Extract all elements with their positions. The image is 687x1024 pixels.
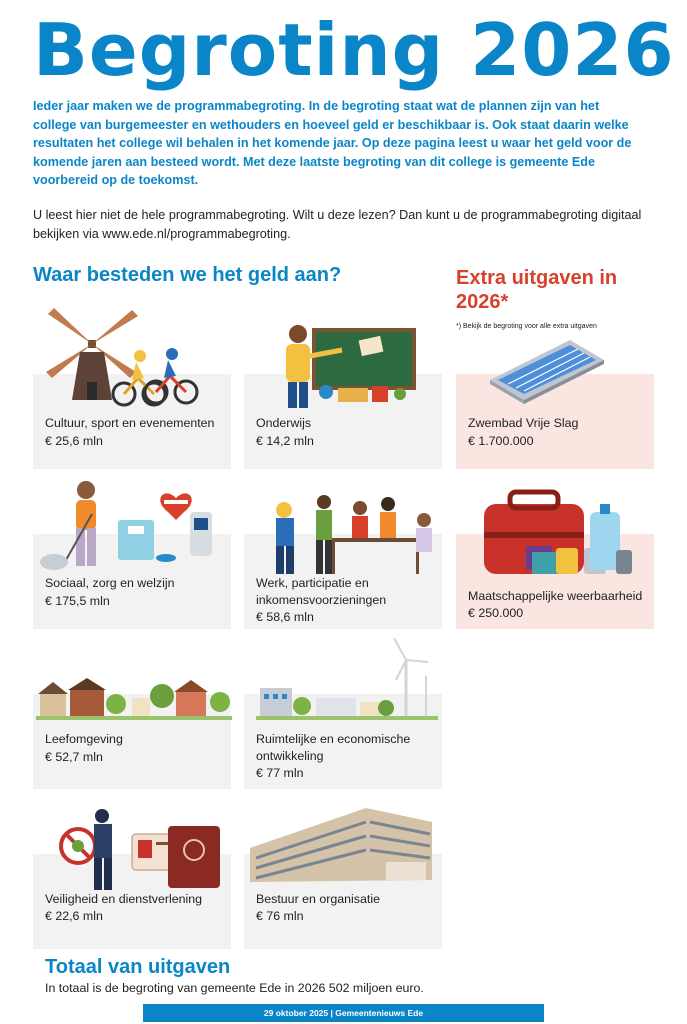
extra-heading: Extra uitgaven in 2026* [456,267,618,313]
card-amount: € 25,6 mln [45,434,103,448]
card-amount: € 76 mln [256,909,304,923]
extra-note: *) Bekijk de begroting voor alle extra uitgaven [456,323,597,330]
card-label: Bestuur en organisatie [256,892,380,906]
card-label: Maatschappelijke weerbaarheid [468,589,643,603]
card-amount: € 14,2 mln [256,434,314,448]
card-label: Veiligheid en dienstverlening [45,892,203,906]
office-building-icon [246,804,436,884]
page-title: Begroting 2026 [33,8,675,92]
village-houses-icon [36,674,232,720]
card-amount: € 22,6 mln [45,909,103,923]
total-heading: Totaal van uitgaven [45,956,231,978]
card-amount: € 250.000 [468,606,524,620]
total-text: In totaal is de begroting van gemeente Ede in 2026 502 miljoen euro. [45,981,424,995]
card-label: Werk, participatie en inkomensvoorzieningen [256,576,387,607]
swimming-pool-icon [486,336,606,406]
card-label: Zwembad Vrije Slag [468,416,579,430]
footer-bar: 29 oktober 2025 | Gemeentenieuws Ede [143,1004,544,1022]
teacher-blackboard-icon [276,322,416,410]
card-amount: € 1.700.000 [468,434,534,448]
workers-team-icon [264,490,444,576]
care-health-icon [36,478,222,574]
card-label: Onderwijs [256,416,312,430]
card-amount: € 77 mln [256,766,304,780]
wind-turbine-city-icon [256,636,438,720]
card-amount: € 175,5 mln [45,594,110,608]
card-label: Sociaal, zorg en welzijn [45,576,175,590]
police-passport-icon [56,806,226,892]
lead-paragraph: Ieder jaar maken we de programmabegroting. In de begroting staat wat de plannen zijn van het college van burgemeester en wethouders en hoeveel geld er beschikbaar is. Ook staat daarin welke resultaten het college wil behalen in het komende jaar. Op deze pagina leest u waar het geld voor de komende jaren aan besteed wordt. Met deze laatste begroting van dit college is gemeente Ede voorbereid op de toekomst. [33,99,632,188]
windmill-cyclists-icon [40,302,200,410]
card-label: Leefomgeving [45,732,123,746]
card-label: Cultuur, sport en evenementen [45,416,215,430]
card-label: Ruimtelijke en economische ontwikkeling [256,732,411,763]
card-amount: € 58,6 mln [256,610,314,624]
spending-heading: Waar besteden we het geld aan? [33,264,342,286]
intro-paragraph: U leest hier niet de hele programmabegroting. Wilt u deze lezen? Dan kunt u de programmabegroting digitaal bekijken via www.ede.nl/programmabegroting. [33,208,642,241]
card-amount: € 52,7 mln [45,750,103,764]
emergency-kit-icon [476,488,636,582]
